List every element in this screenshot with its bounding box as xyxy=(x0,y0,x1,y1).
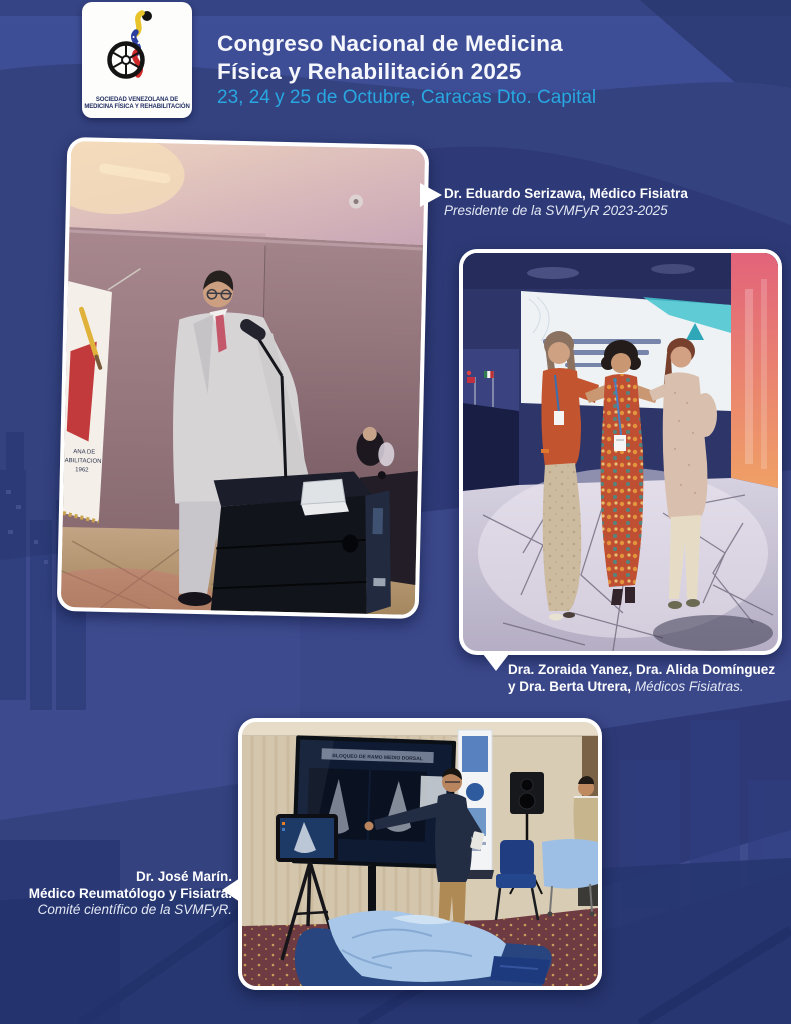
society-logo-icon xyxy=(100,7,174,83)
callout-arrow-doctors xyxy=(483,654,509,671)
caption-speaker-name: Dr. Eduardo Serizawa, Médico Fisiatra xyxy=(444,186,688,201)
flag-text-line3: 1962 xyxy=(75,467,89,474)
flag-text-line1: ANA DE xyxy=(73,449,96,456)
photo-doctors-image xyxy=(463,253,778,651)
photo-doctors-card xyxy=(459,249,782,655)
photo-demo-image xyxy=(242,722,598,986)
page-title-line2: Física y Rehabilitación 2025 xyxy=(217,58,522,84)
callout-arrow-speaker xyxy=(420,183,442,207)
caption-doctors xyxy=(508,662,775,695)
logo-org-line1: SOCIEDAD VENEZOLANA DE xyxy=(95,97,179,103)
caption-doctors-names: y Dra. Berta Utrera, xyxy=(508,678,632,694)
caption-speaker xyxy=(444,186,688,219)
page-title xyxy=(217,30,563,85)
caption-demo-role: Comité científico de la SVMFyR. xyxy=(37,902,232,917)
caption-doctors-line2 xyxy=(508,679,775,696)
caption-speaker-role: Presidente de la SVMFyR 2023-2025 xyxy=(444,202,668,218)
photo-speaker-image xyxy=(61,141,425,615)
photo-speaker-card xyxy=(57,137,430,619)
demo-screen-title: BLOQUEO DE RAMO MEDIO DORSAL xyxy=(332,753,423,763)
photo-demo-card xyxy=(238,718,602,990)
caption-doctors-line1: Dra. Zoraida Yanez, Dra. Alida Domínguez xyxy=(508,662,776,677)
caption-demo-specialty: Médico Reumatólogo y Fisiatra. xyxy=(28,885,232,901)
caption-doctors-role: Médicos Fisiatras. xyxy=(634,678,744,694)
event-dates: 23, 24 y 25 de Octubre, Caracas Dto. Capital xyxy=(217,87,597,108)
society-logo-card xyxy=(82,2,192,118)
logo-org-line2: MEDICINA FÍSICA Y REHABILITACIÓN xyxy=(84,104,190,110)
caption-demo xyxy=(29,869,232,919)
page-title-line1: Congreso Nacional de Medicina xyxy=(217,31,563,56)
caption-demo-name: Dr. José Marín. xyxy=(135,869,232,884)
flag-text-line2: ABILITACION xyxy=(64,457,102,465)
